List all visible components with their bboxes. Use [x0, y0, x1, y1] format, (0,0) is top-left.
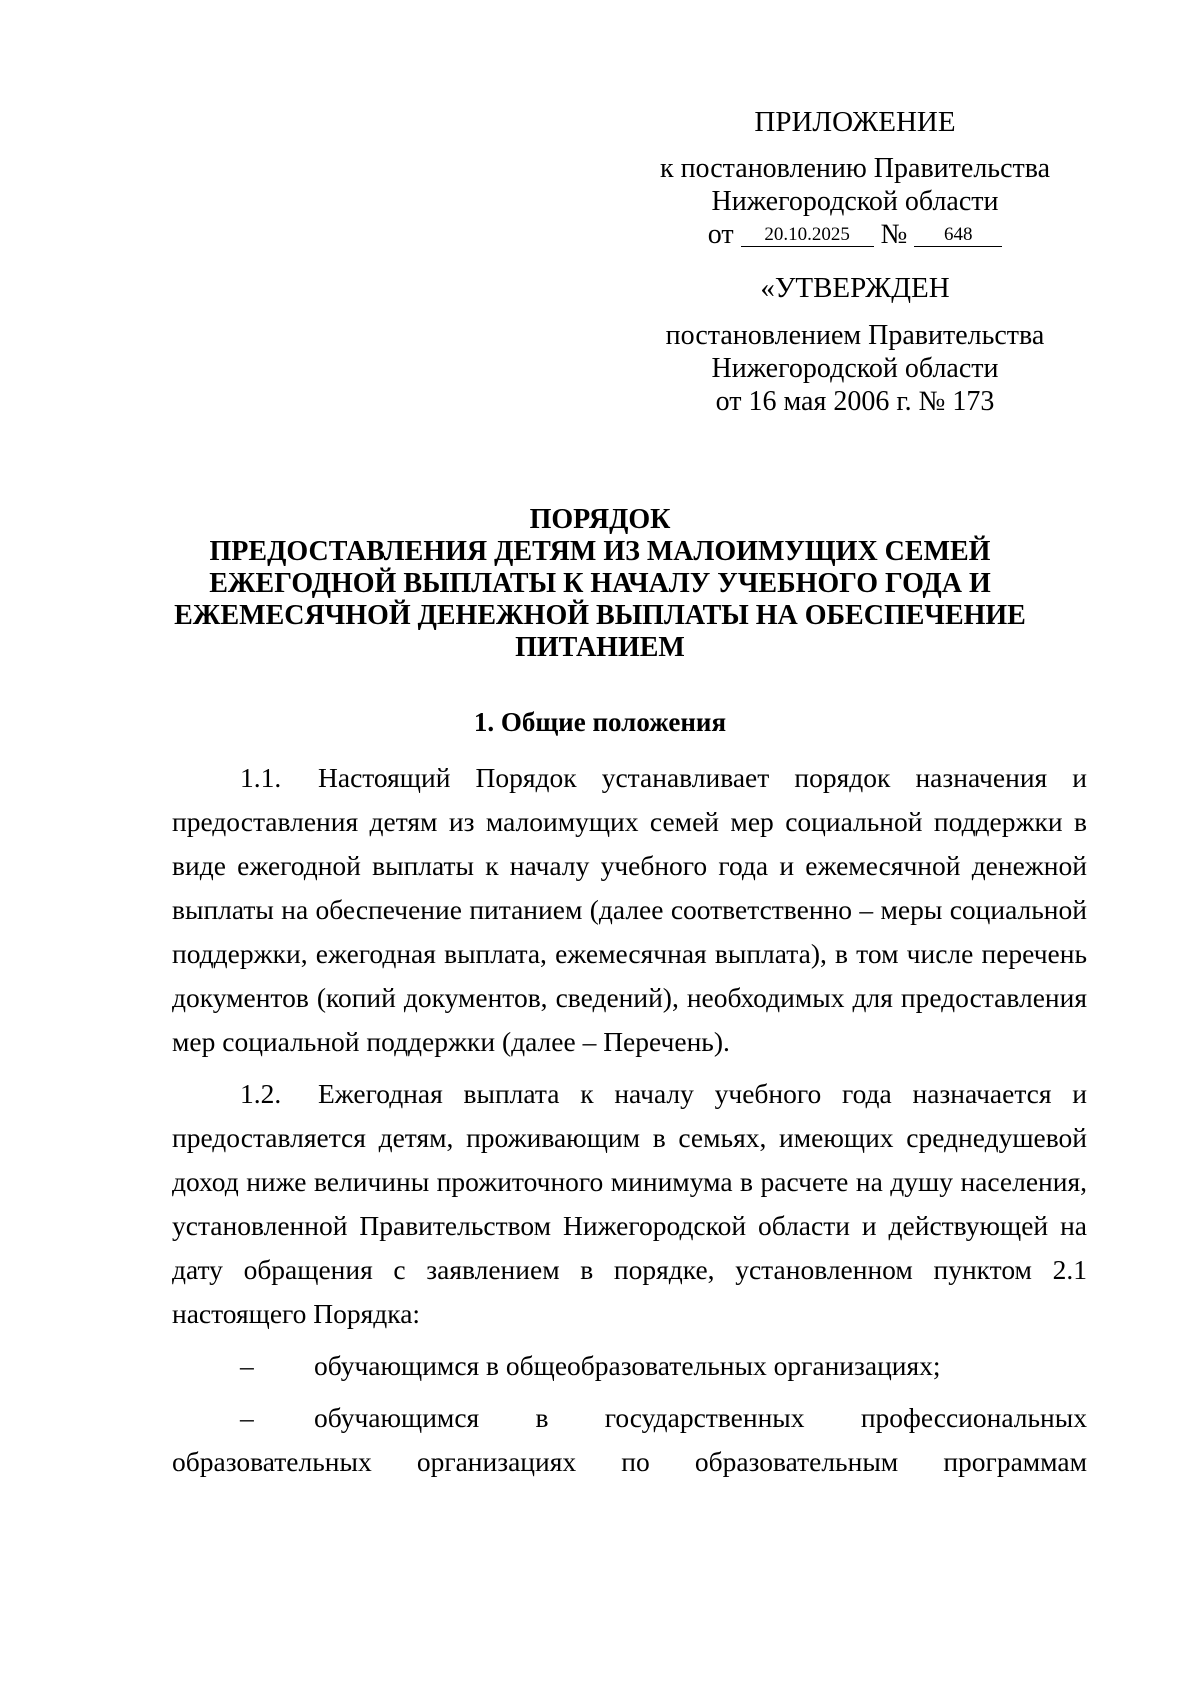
- decree-reference-block: [620, 152, 1090, 251]
- decree-date: 20.10.2025: [741, 224, 874, 247]
- section-heading: 1. Общие положения: [473, 707, 727, 737]
- title-line-3: ЕЖЕГОДНОЙ ВЫПЛАТЫ К НАЧАЛУ УЧЕБНОГО ГОДА И: [209, 568, 991, 599]
- paragraph-text: Настоящий Порядок устанавливает порядок назначения и предоставления детям из малоимущих семей мер социальной поддержки в виде ежегодной выплаты к началу учебного года и ежемесячной денежной выплаты на обеспечение питанием (далее соответственно – меры социальной поддержки, ежегодная выплата, ежемесячная выплата), в том числе перечень документов (копий документов, сведений), необходимых для предоставления мер социальной поддержки (далее – Перечень).: [172, 762, 1087, 1057]
- title-line-4: ЕЖЕМЕСЯЧНОЙ ДЕНЕЖНОЙ ВЫПЛАТЫ НА ОБЕСПЕЧЕНИЕ: [174, 600, 1026, 631]
- paragraph-text: Ежегодная выплата к началу учебного года назначается и предоставляется детям, проживающим в семьях, имеющих среднедушевой доход ниже величины прожиточного минимума в расчете на душу населения, установленной Правительством Нижегородской области и действующей на дату обращения с заявлением в порядке, установленном пунктом 2.1 настоящего Порядка:: [172, 1078, 1087, 1329]
- number-sign: №: [880, 219, 908, 250]
- list-dash: –: [240, 1402, 254, 1433]
- list-dash: –: [240, 1350, 254, 1381]
- paragraph-1-2: [172, 1072, 1087, 1336]
- decree-reference-line1: к постановлению Правительства: [659, 153, 1051, 184]
- list-item-text: обучающимся в общеобразовательных организациях;: [314, 1350, 941, 1381]
- paragraph-number: 1.1.: [240, 762, 282, 793]
- list-item: [172, 1396, 1087, 1440]
- approved-label: «УТВЕРЖДЕН: [760, 272, 950, 304]
- title-line-5: ПИТАНИЕМ: [515, 632, 685, 663]
- list-item: [172, 1344, 1087, 1388]
- paragraph-1-1: [172, 756, 1087, 1064]
- list-item-text: обучающимся в государственных профессиональных: [314, 1402, 1087, 1433]
- title-line-1: ПОРЯДОК: [529, 504, 671, 535]
- decree-number: 648: [914, 224, 1002, 247]
- document-body: [172, 756, 1087, 1492]
- approval-decree-line1: постановлением Правительства: [665, 320, 1045, 351]
- approval-decree-line2: Нижегородской области: [711, 353, 999, 384]
- approval-decree-line3: от 16 мая 2006 г. № 173: [715, 386, 995, 417]
- paragraph-number: 1.2.: [240, 1078, 282, 1109]
- decree-reference-line2: Нижегородской области: [711, 186, 999, 217]
- document-title: [150, 504, 1050, 664]
- title-line-2: ПРЕДОСТАВЛЕНИЯ ДЕТЯМ ИЗ МАЛОИМУЩИХ СЕМЕЙ: [209, 536, 991, 567]
- approval-block: [620, 272, 1090, 305]
- decree-date-number-line: [708, 218, 1003, 251]
- approval-decree-block: [620, 319, 1090, 418]
- list-item-continuation: образовательных организациях по образовательным программам: [172, 1446, 1087, 1477]
- appendix-block: [620, 106, 1090, 139]
- from-label: от: [707, 219, 734, 250]
- appendix-label: ПРИЛОЖЕНИЕ: [754, 106, 956, 138]
